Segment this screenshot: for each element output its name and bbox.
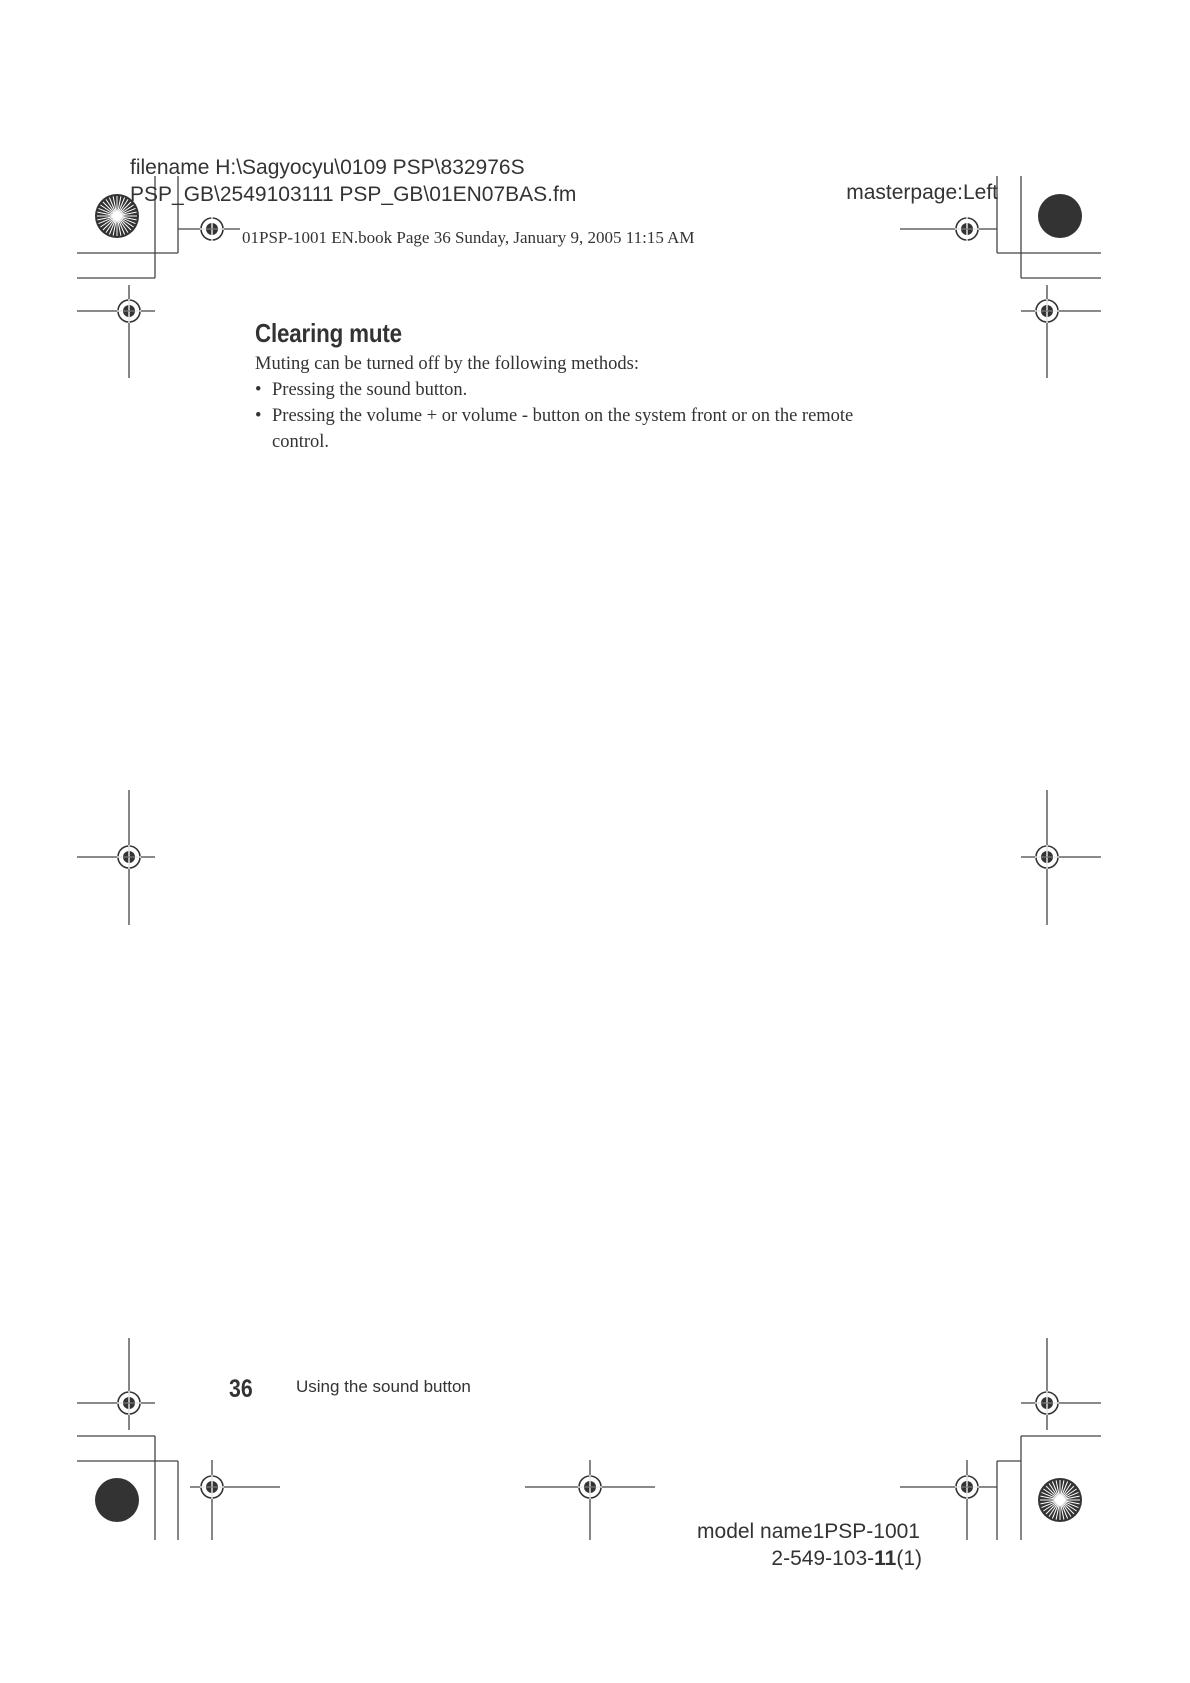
footer-section-title: Using the sound button (296, 1377, 471, 1396)
filename-line-2: PSP_GB\2549103111 PSP_GB\01EN07BAS.fm (130, 183, 577, 206)
model-code (771, 1547, 922, 1571)
model-code-bold: 11 (874, 1547, 897, 1570)
bullet-list (255, 380, 955, 460)
bullet-marker: • (255, 380, 262, 400)
model-code-prefix: 2-549-103- (771, 1547, 875, 1570)
page-number: 36 (229, 1375, 253, 1403)
model-code-suffix: (1) (896, 1547, 922, 1570)
filename-line-1: filename H:\Sagyocyu\0109 PSP\832976S (130, 156, 525, 179)
bullet-item-2-continued: control. (272, 432, 330, 452)
bullet-item-2: Pressing the volume + or volume - button on the system front or on the remote (272, 406, 854, 426)
bullet-item-1: Pressing the sound button. (272, 380, 468, 400)
masterpage-label: masterpage:Left (846, 181, 998, 204)
book-info-line: 01PSP-1001 EN.book Page 36 Sunday, January 9, 2005 11:15 AM (242, 228, 695, 247)
bullet-marker: • (255, 406, 262, 426)
intro-paragraph: Muting can be turned off by the following methods: (255, 354, 639, 374)
model-name: model name1PSP-1001 (697, 1520, 920, 1543)
section-title: Clearing mute (255, 318, 402, 348)
